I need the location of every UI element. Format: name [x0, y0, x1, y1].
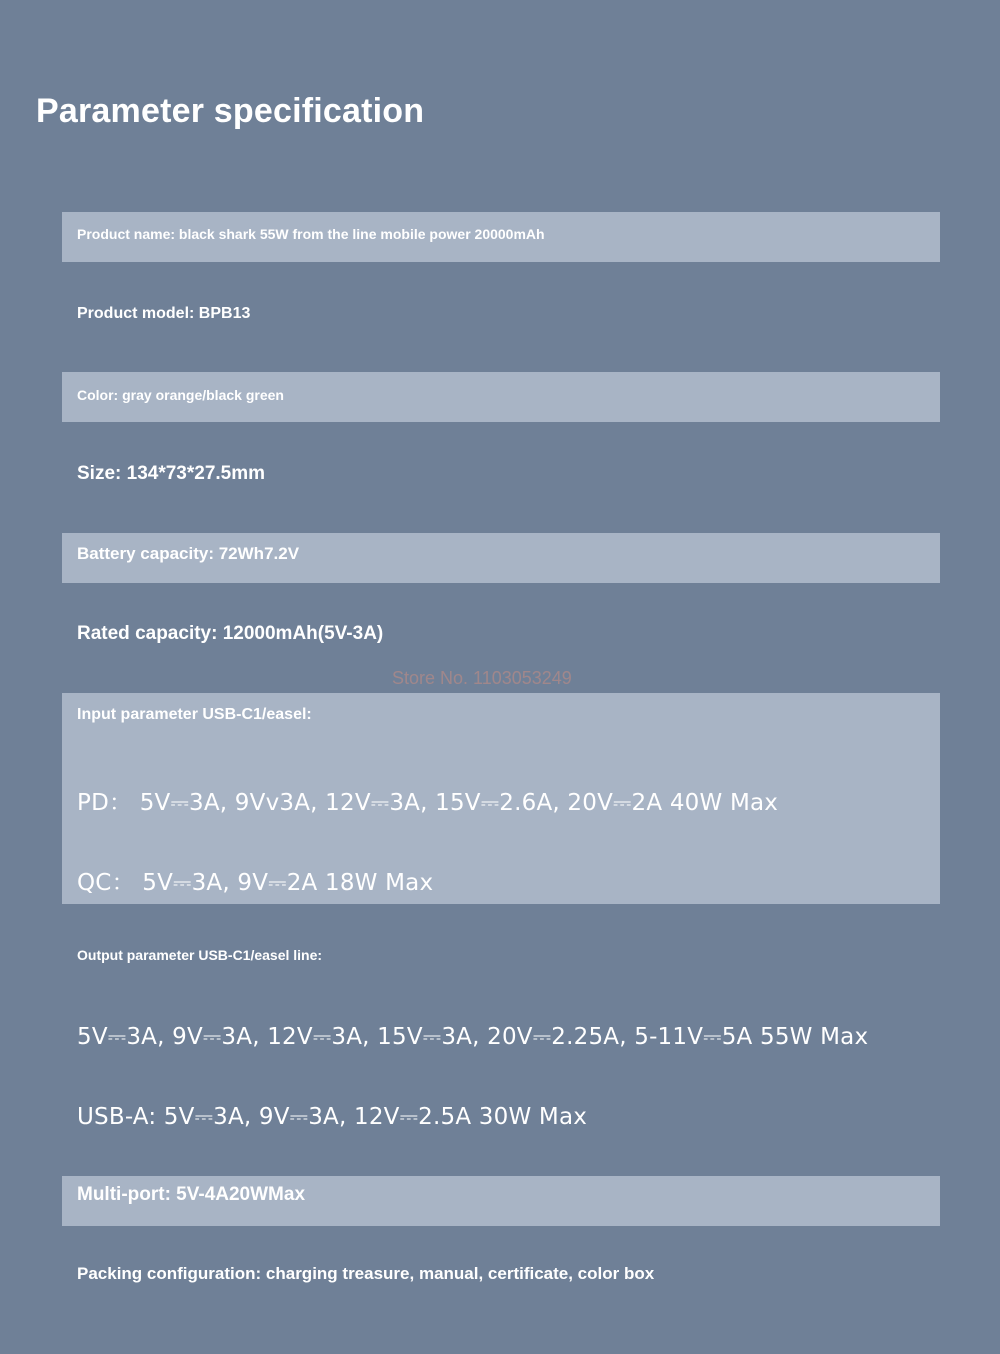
spec-rated-capacity: Rated capacity: 12000mAh(5V-3A) [77, 623, 384, 644]
spec-product-name: Product name: black shark 55W from the line mobile power 20000mAh [77, 226, 545, 242]
spec-input-qc: QC： 5V⎓3A, 9V⎓2A 18W Max [77, 870, 434, 896]
spec-size: Size: 134*73*27.5mm [77, 463, 266, 484]
store-watermark: Store No. 1103053249 [392, 668, 572, 688]
spec-output-usbc: 5V⎓3A, 9V⎓3A, 12V⎓3A, 15V⎓3A, 20V⎓2.25A, 5-11V⎓5A 55W Max [77, 1024, 869, 1050]
spec-packing: Packing configuration: charging treasure, manual, certificate, color box [77, 1264, 655, 1283]
spec-color: Color: gray orange/black green [77, 387, 284, 403]
spec-product-model: Product model: BPB13 [77, 305, 251, 322]
spec-multi-port: Multi-port: 5V-4A20WMax [77, 1184, 306, 1205]
spec-battery-capacity: Battery capacity: 72Wh7.2V [77, 544, 300, 563]
spec-output-heading: Output parameter USB-C1/easel line: [77, 947, 323, 963]
spec-output-usba: USB-A: 5V⎓3A, 9V⎓3A, 12V⎓2.5A 30W Max [77, 1104, 588, 1130]
spec-input-pd: PD： 5V⎓3A, 9Vv3A, 12V⎓3A, 15V⎓2.6A, 20V⎓2A 40W Max [77, 790, 779, 816]
spec-input-heading: Input parameter USB-C1/easel: [77, 706, 312, 723]
page-title: Parameter specification [36, 92, 425, 130]
